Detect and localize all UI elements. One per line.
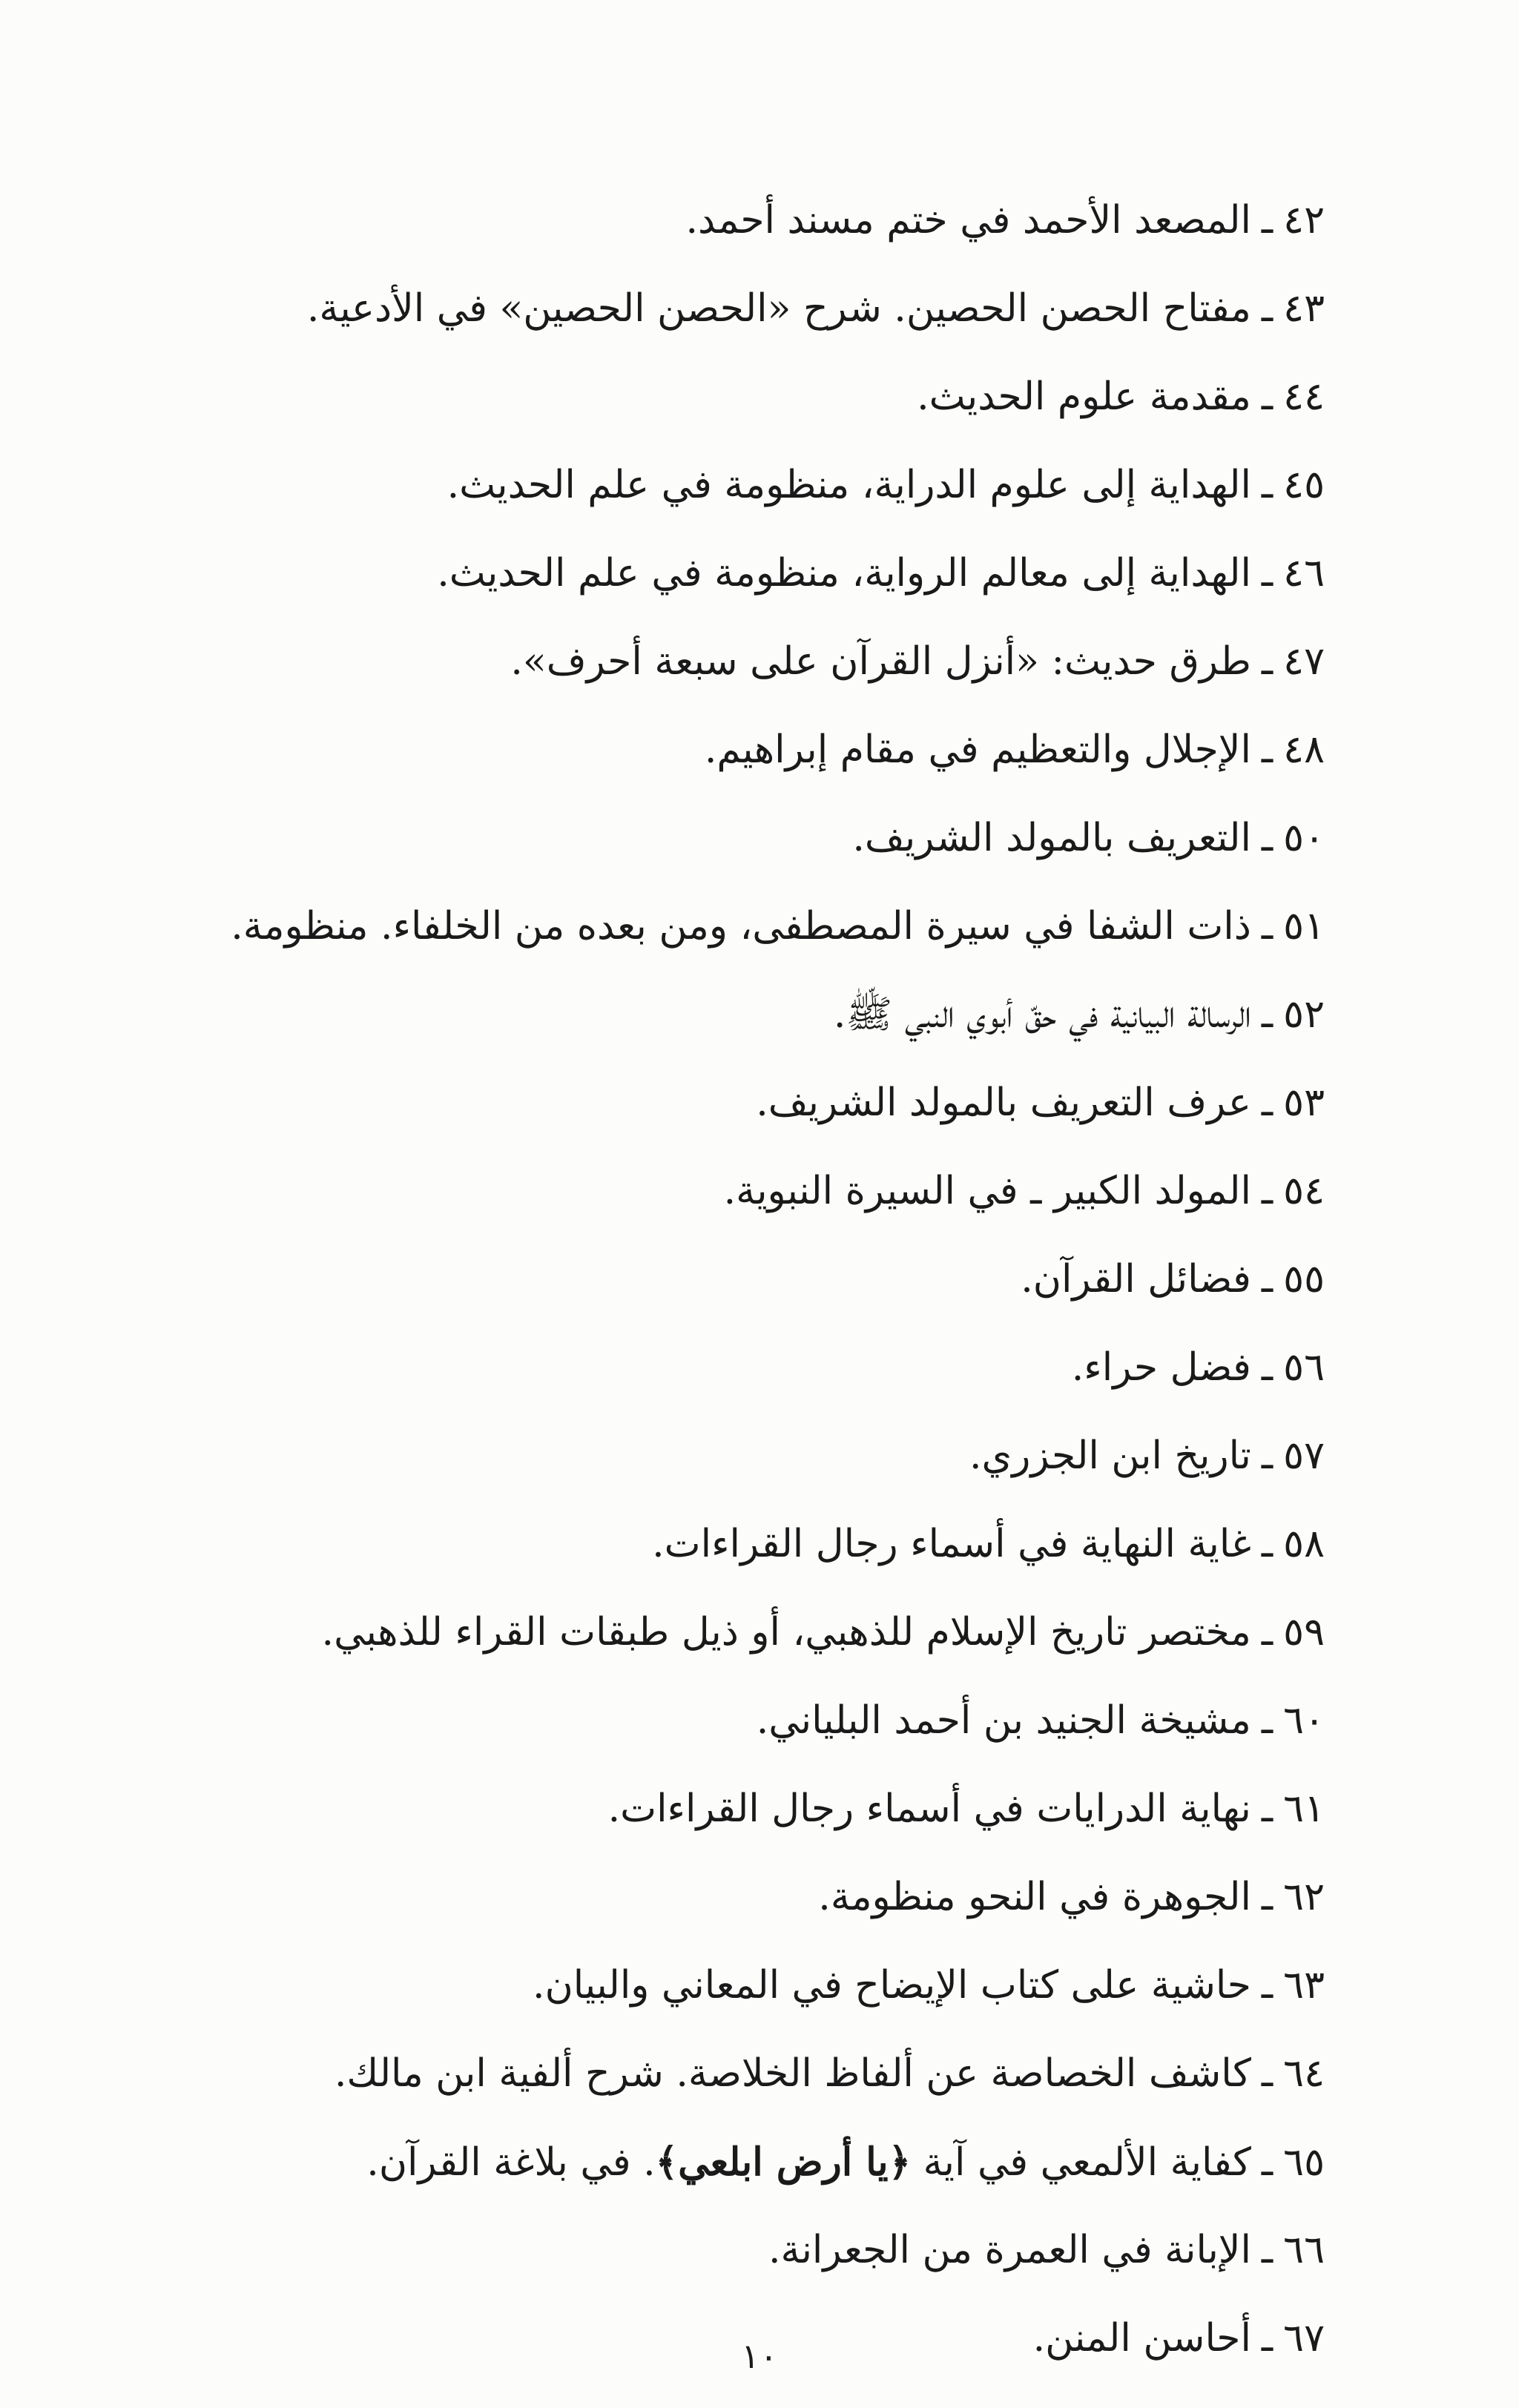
item-separator: ـ <box>1261 1345 1273 1390</box>
item-number: ٤٥ <box>1283 463 1325 507</box>
item-title: مقدمة علوم الحديث. <box>917 375 1251 419</box>
item-separator: ـ <box>1261 1169 1273 1213</box>
item-title: كاشف الخصاصة عن ألفاظ الخلاصة. شرح ألفية ابن مالك. <box>334 2051 1251 2096</box>
item-title: فضل حراء. <box>1071 1345 1251 1390</box>
item-separator: ـ <box>1261 2316 1273 2361</box>
item-title: مفتاح الحصن الحصين. شرح «الحصن الحصين» في الأدعية. <box>306 286 1251 331</box>
list-item <box>168 441 1325 530</box>
item-separator: ـ <box>1261 286 1273 331</box>
item-title: الإبانة في العمرة من الجعرانة. <box>768 2228 1251 2272</box>
item-separator: ـ <box>1261 1522 1273 1566</box>
item-number: ٦١ <box>1283 1787 1325 1831</box>
item-separator: ـ <box>1261 2228 1273 2272</box>
item-separator: ـ <box>1261 1610 1273 1655</box>
item-number: ٥٠ <box>1283 816 1325 860</box>
list-item <box>168 883 1325 971</box>
list-item <box>168 2118 1325 2206</box>
list-item <box>168 618 1325 706</box>
list-item <box>168 1500 1325 1589</box>
item-separator: ـ <box>1261 463 1273 507</box>
item-separator: ـ <box>1261 1875 1273 1919</box>
item-title: المصعد الأحمد في ختم مسند أحمد. <box>685 198 1251 243</box>
list-item <box>168 2206 1325 2295</box>
list-item <box>168 265 1325 353</box>
item-number: ٦٤ <box>1283 2051 1325 2096</box>
item-number: ٦٧ <box>1283 2316 1325 2361</box>
item-separator: ـ <box>1261 551 1273 596</box>
item-number: ٤٤ <box>1283 375 1325 419</box>
item-separator: ـ <box>1261 2140 1273 2185</box>
list-item <box>168 1942 1325 2030</box>
item-title: ذات الشفا في سيرة المصطفى، ومن بعده من الخلفاء. منظومة. <box>231 904 1251 949</box>
item-separator: ـ <box>1261 1081 1273 1125</box>
item-separator: ـ <box>1261 1698 1273 1743</box>
list-item <box>168 530 1325 618</box>
list-item <box>168 2030 1325 2118</box>
item-separator: ـ <box>1261 904 1273 949</box>
list-item <box>168 1147 1325 1236</box>
item-number: ٥٦ <box>1283 1345 1325 1390</box>
list-item <box>168 1853 1325 1942</box>
item-title: فضائل القرآن. <box>1021 1257 1251 1302</box>
item-title: غاية النهاية في أسماء رجال القراءات. <box>652 1522 1251 1566</box>
item-title: تاريخ ابن الجزري. <box>969 1434 1251 1478</box>
item-number: ٤٣ <box>1283 286 1325 331</box>
item-title: الرسالة البيانية في حقّ أبوي النبي ﷺ. <box>833 992 1251 1037</box>
item-title-start: كفاية الألمعي في آية <box>911 2140 1251 2185</box>
item-title: حاشية على كتاب الإيضاح في المعاني والبيان. <box>533 1963 1251 2008</box>
item-title: التعريف بالمولد الشريف. <box>852 816 1251 860</box>
item-title: أحاسن المنن. <box>1032 2316 1251 2361</box>
page-number: ١٠ <box>741 2336 778 2376</box>
item-title: طرق حديث: «أنزل القرآن على سبعة أحرف». <box>510 639 1251 684</box>
item-separator: ـ <box>1261 1257 1273 1302</box>
item-title: مختصر تاريخ الإسلام للذهبي، أو ذيل طبقات القراء للذهبي. <box>321 1610 1251 1655</box>
list-item <box>168 971 1325 1059</box>
item-number: ٥١ <box>1283 904 1325 949</box>
quran-verse-quote: ﴿يا أرض ابلعي﴾ <box>655 2140 912 2185</box>
item-number: ٤٦ <box>1283 551 1325 596</box>
item-title: الإجلال والتعظيم في مقام إبراهيم. <box>704 728 1251 772</box>
list-item <box>168 1765 1325 1853</box>
item-number: ٦٢ <box>1283 1875 1325 1919</box>
item-number: ٤٧ <box>1283 639 1325 684</box>
item-separator: ـ <box>1261 2051 1273 2096</box>
item-separator: ـ <box>1261 1787 1273 1831</box>
item-separator: ـ <box>1261 992 1273 1037</box>
item-separator: ـ <box>1261 728 1273 772</box>
item-title: نهاية الدرايات في أسماء رجال القراءات. <box>607 1787 1251 1831</box>
list-item <box>168 706 1325 794</box>
item-separator: ـ <box>1261 816 1273 860</box>
list-item <box>168 1589 1325 1677</box>
item-separator: ـ <box>1261 639 1273 684</box>
list-item <box>168 1412 1325 1500</box>
item-number: ٦٠ <box>1283 1698 1325 1743</box>
list-item <box>168 353 1325 441</box>
list-item <box>168 1677 1325 1765</box>
item-number: ٥٤ <box>1283 1169 1325 1213</box>
item-number: ٦٦ <box>1283 2228 1325 2272</box>
item-separator: ـ <box>1261 1434 1273 1478</box>
item-number: ٥٣ <box>1283 1081 1325 1125</box>
item-title: مشيخة الجنيد بن أحمد البلياني. <box>756 1698 1251 1743</box>
item-number: ٤٨ <box>1283 728 1325 772</box>
item-number: ٥٢ <box>1283 992 1325 1037</box>
list-item <box>168 794 1325 883</box>
item-title: الجوهرة في النحو منظومة. <box>818 1875 1251 1919</box>
item-number: ٤٢ <box>1283 198 1325 243</box>
list-item <box>168 177 1325 265</box>
item-number: ٥٨ <box>1283 1522 1325 1566</box>
item-number: ٥٥ <box>1283 1257 1325 1302</box>
item-number: ٥٩ <box>1283 1610 1325 1655</box>
list-item <box>168 1059 1325 1147</box>
list-item <box>168 1324 1325 1412</box>
item-title-end: . في بلاغة القرآن. <box>366 2140 656 2185</box>
item-title: الهداية إلى علوم الدراية، منظومة في علم الحديث. <box>447 463 1251 507</box>
item-title: الهداية إلى معالم الرواية، منظومة في علم الحديث. <box>437 551 1251 596</box>
item-separator: ـ <box>1261 375 1273 419</box>
item-separator: ـ <box>1261 1963 1273 2008</box>
list-item <box>168 1236 1325 1324</box>
book-list <box>168 177 1325 2383</box>
item-title: عرف التعريف بالمولد الشريف. <box>756 1081 1251 1125</box>
item-number: ٦٣ <box>1283 1963 1325 2008</box>
item-number: ٥٧ <box>1283 1434 1325 1478</box>
item-number: ٦٥ <box>1283 2140 1325 2185</box>
item-title: المولد الكبير ـ في السيرة النبوية. <box>723 1169 1251 1213</box>
item-separator: ـ <box>1261 198 1273 243</box>
